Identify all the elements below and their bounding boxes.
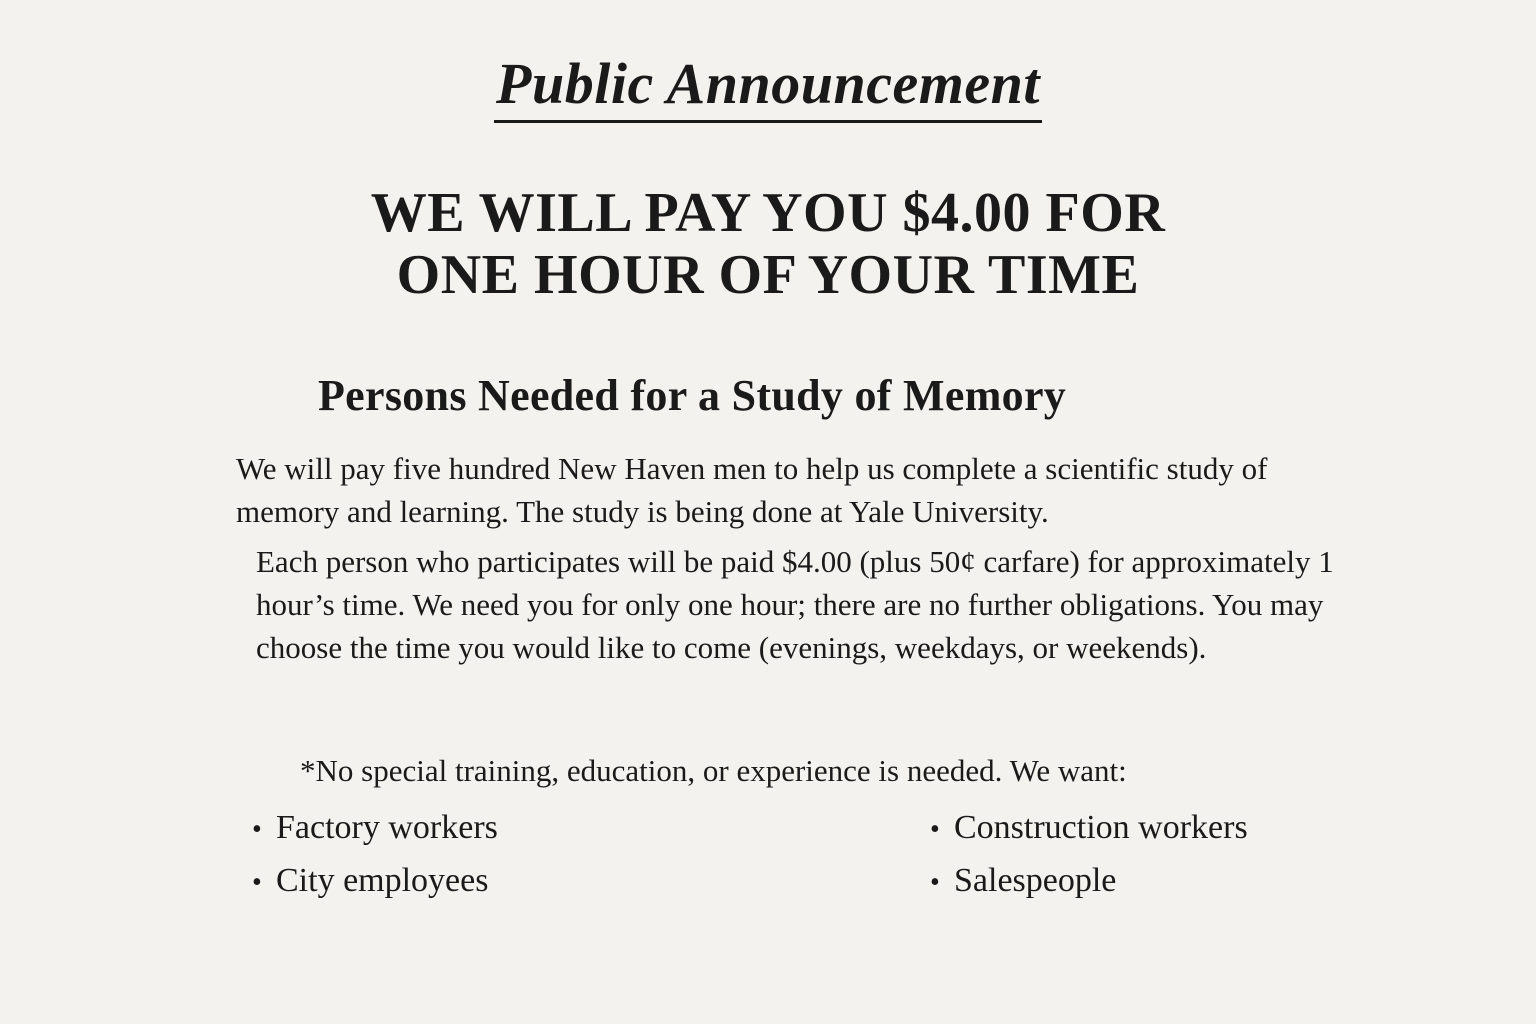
bullet-icon: •: [252, 867, 262, 898]
subheading: Persons Needed for a Study of Memory: [318, 371, 1067, 420]
paragraph-payment-details: Each person who participates will be paid $4.00 (plus 50¢ carfare) for approximately 1 hour’s time. We need you for only one hour; there are no further obligations. You may choose the time you would like to come (evenings, weekdays, or weekends).: [256, 544, 1334, 665]
list-item: [930, 855, 1248, 908]
paragraph-study-description: We will pay five hundred New Haven men to help us complete a scientific study of memory and learning. The study is being done at Yale University.: [236, 451, 1268, 529]
list-item: [252, 855, 498, 908]
list-item-label: Factory workers: [276, 809, 498, 846]
list-item-label: Salespeople: [954, 862, 1117, 899]
headline-line-1: WE WILL PAY YOU $4.00 FOR: [370, 182, 1166, 244]
wanted-list-left: [252, 802, 498, 908]
wanted-list-right: [930, 802, 1248, 908]
list-item-label: Construction workers: [954, 809, 1248, 846]
requirements-note: *No special training, education, or experience is needed. We want:: [300, 753, 1127, 788]
bullet-icon: •: [930, 867, 940, 898]
bullet-icon: •: [930, 814, 940, 845]
announcement-title: Public Announcement: [494, 52, 1042, 123]
list-item-label: City employees: [276, 862, 489, 899]
bullet-icon: •: [252, 814, 262, 845]
list-item: [252, 802, 498, 855]
headline-line-2: ONE HOUR OF YOUR TIME: [396, 244, 1140, 306]
list-item: [930, 802, 1248, 855]
title-container: [0, 52, 1536, 123]
headline: [0, 182, 1536, 306]
